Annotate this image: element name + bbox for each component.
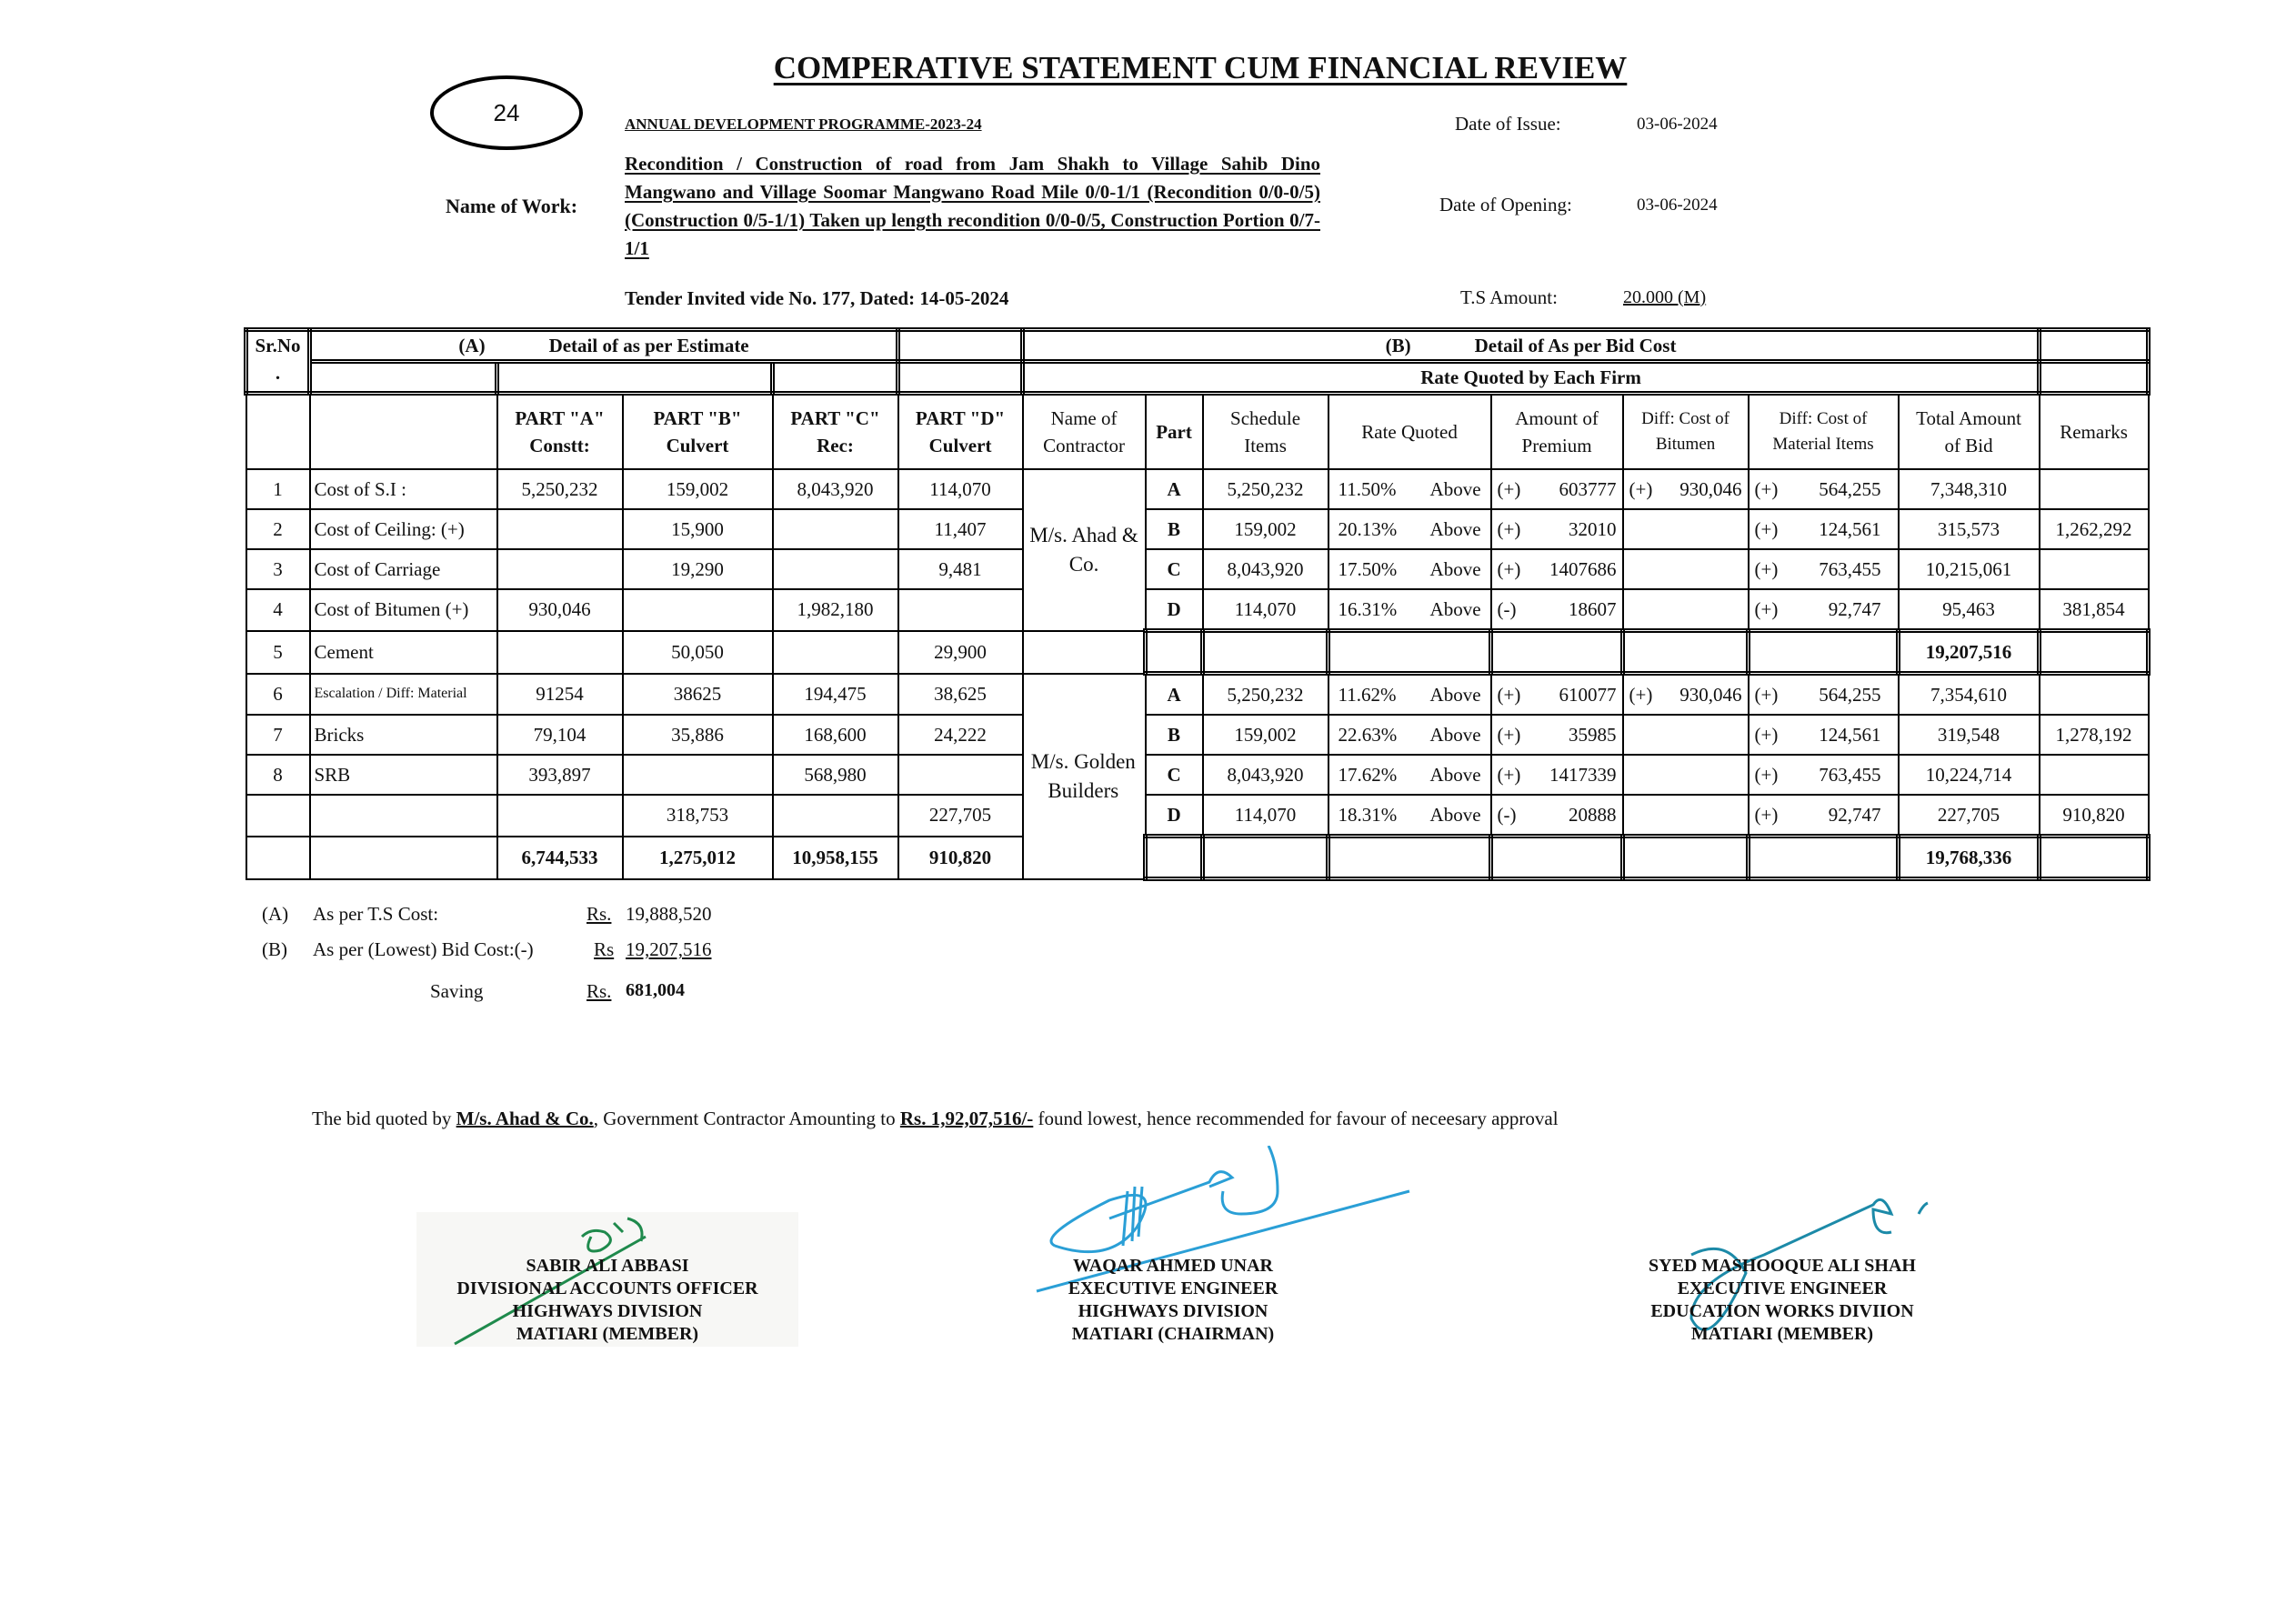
blank-cell xyxy=(2040,837,2149,879)
bid-part: B xyxy=(1146,509,1203,549)
blank-header-cell xyxy=(497,362,773,394)
part-b-value: 15,900 xyxy=(623,509,773,549)
part-a-value: 393,897 xyxy=(497,755,623,795)
part-d-value: 11,407 xyxy=(898,509,1023,549)
part-d-value: 38,625 xyxy=(898,674,1023,716)
bitumen-diff-value xyxy=(1623,589,1749,631)
programme-label: ANNUAL DEVELOPMENT PROGRAMME-2023-24 xyxy=(625,115,982,133)
item-name: SRB xyxy=(310,755,497,795)
bitumen-diff-value xyxy=(1623,755,1749,795)
summary-a-tag: (A) xyxy=(262,903,289,925)
premium-value: (+) 35985 xyxy=(1491,715,1623,755)
material-diff-value: (+) 124,561 xyxy=(1749,715,1899,755)
total-amount-value: 10,224,714 xyxy=(1899,755,2040,795)
blank-cell xyxy=(246,837,310,879)
signatory-role: MATIARI (MEMBER) xyxy=(1690,1324,1874,1344)
sr-no: 7 xyxy=(246,715,310,755)
col-part-a: PART "A" Constt: xyxy=(497,394,623,470)
blank-header-cell xyxy=(898,362,1023,394)
rate-quoted-value: 18.31% Above xyxy=(1328,795,1491,837)
part-d-value xyxy=(898,755,1023,795)
schedule-items-value: 5,250,232 xyxy=(1203,674,1328,716)
schedule-items-value: 8,043,920 xyxy=(1203,549,1328,589)
date-of-issue-value: 03-06-2024 xyxy=(1637,115,1718,134)
blank-header-cell xyxy=(2040,362,2149,394)
recommended-amount: Rs. 1,92,07,516/- xyxy=(899,1108,1034,1129)
blank-header-cell xyxy=(773,362,898,394)
bid-part: C xyxy=(1146,549,1203,589)
part-a-value: 5,250,232 xyxy=(497,469,623,509)
col-rate-quoted: Rate Quoted xyxy=(1328,394,1491,470)
blank-cell xyxy=(1203,631,1328,674)
signatory-division: HIGHWAYS DIVISION xyxy=(512,1301,703,1321)
col-diff-material: Diff: Cost of Material Items xyxy=(1749,394,1899,470)
material-diff-value: (+) 763,455 xyxy=(1749,755,1899,795)
premium-value: (-) 20888 xyxy=(1491,795,1623,837)
signatory-role: MATIARI (MEMBER) xyxy=(516,1324,699,1344)
part-d-value xyxy=(898,589,1023,631)
rate-quoted-value: 16.31% Above xyxy=(1328,589,1491,631)
bidder-grand-total: 19,768,336 xyxy=(1899,837,2040,879)
date-of-opening-value: 03-06-2024 xyxy=(1637,195,1718,215)
column-header-row xyxy=(246,394,2149,470)
saving-value: 681,004 xyxy=(626,980,685,1000)
page-number: 24 xyxy=(493,98,520,126)
summary-b-label: As per (Lowest) Bid Cost:(-) xyxy=(313,938,534,960)
blank-cell xyxy=(1749,631,1899,674)
premium-value: (+) 32010 xyxy=(1491,509,1623,549)
blank-header-cell xyxy=(246,394,310,470)
total-amount-value: 95,463 xyxy=(1899,589,2040,631)
recommended-firm: M/s. Ahad & Co. xyxy=(456,1108,594,1129)
col-total-amount: Total Amount of Bid xyxy=(1899,394,2040,470)
premium-value: (+) 603777 xyxy=(1491,469,1623,509)
header-row-subsections xyxy=(246,362,2149,394)
rate-quoted-value: 20.13% Above xyxy=(1328,509,1491,549)
part-c-value: 194,475 xyxy=(773,674,898,716)
saving-rs: Rs. xyxy=(587,980,612,1002)
signatory-division: HIGHWAYS DIVISION xyxy=(1078,1301,1268,1321)
part-b-value: 19,290 xyxy=(623,549,773,589)
rate-quoted-value: 11.62% Above xyxy=(1328,674,1491,716)
remarks-value xyxy=(2040,755,2149,795)
part-d-total: 910,820 xyxy=(898,837,1023,879)
signatory-division: EDUCATION WORKS DIVIION xyxy=(1650,1301,1914,1321)
part-a-value xyxy=(497,509,623,549)
signatory-name: SABIR ALI ABBASI xyxy=(526,1256,689,1276)
srno-header: Sr.No . xyxy=(246,330,310,394)
rate-quoted-value: 17.50% Above xyxy=(1328,549,1491,589)
document-title: COMPERATIVE STATEMENT CUM FINANCIAL REVIEW xyxy=(773,50,1628,85)
part-b-value: 318,753 xyxy=(623,795,773,837)
bitumen-diff-value: (+) 930,046 xyxy=(1623,674,1749,716)
material-diff-value: (+) 124,561 xyxy=(1749,509,1899,549)
col-part-d: PART "D" Culvert xyxy=(898,394,1023,470)
schedule-items-value: 159,002 xyxy=(1203,715,1328,755)
blank-header-cell xyxy=(2040,330,2149,362)
rate-quoted-value: 22.63% Above xyxy=(1328,715,1491,755)
summary-b-rs: Rs xyxy=(594,938,615,960)
remarks-value: 1,262,292 xyxy=(2040,509,2149,549)
material-diff-value: (+) 564,255 xyxy=(1749,674,1899,716)
remarks-value xyxy=(2040,549,2149,589)
part-b-value: 35,886 xyxy=(623,715,773,755)
blank-cell xyxy=(1491,837,1623,879)
col-schedule-items: Schedule Items xyxy=(1203,394,1328,470)
table-row xyxy=(246,631,2149,674)
col-name-of-contractor: Name of Contractor xyxy=(1023,394,1146,470)
bid-part: B xyxy=(1146,715,1203,755)
date-of-opening-label: Date of Opening: xyxy=(1439,194,1572,216)
saving-label: Saving xyxy=(430,980,484,1002)
date-of-issue-label: Date of Issue: xyxy=(1455,113,1561,135)
bid-part: D xyxy=(1146,589,1203,631)
premium-value: (+) 610077 xyxy=(1491,674,1623,716)
blank-header-cell xyxy=(310,394,497,470)
signatory-3 xyxy=(1600,1255,1964,1346)
signatory-2 xyxy=(1009,1255,1337,1346)
signatory-role: MATIARI (CHAIRMAN) xyxy=(1071,1324,1275,1344)
signatory-name: WAQAR AHMED UNAR xyxy=(1073,1256,1273,1276)
item-name: Cost of Bitumen (+) xyxy=(310,589,497,631)
part-c-value xyxy=(773,549,898,589)
part-a-value xyxy=(497,631,623,674)
blank-header-cell xyxy=(898,330,1023,362)
schedule-items-value: 114,070 xyxy=(1203,589,1328,631)
part-d-value: 29,900 xyxy=(898,631,1023,674)
signatory-designation: DIVISIONAL ACCOUNTS OFFICER xyxy=(456,1278,758,1298)
sr-no: 1 xyxy=(246,469,310,509)
total-amount-value: 7,348,310 xyxy=(1899,469,2040,509)
schedule-items-value: 8,043,920 xyxy=(1203,755,1328,795)
summary-b-tag: (B) xyxy=(262,938,287,960)
part-c-value: 8,043,920 xyxy=(773,469,898,509)
bid-part: C xyxy=(1146,755,1203,795)
col-part-c: PART "C" Rec: xyxy=(773,394,898,470)
remarks-value: 910,820 xyxy=(2040,795,2149,837)
blank-cell xyxy=(1328,631,1491,674)
part-c-total: 10,958,155 xyxy=(773,837,898,879)
blank-cell xyxy=(1146,631,1203,674)
summary-a-label: As per T.S Cost: xyxy=(313,903,439,925)
rate-quoted-header: Rate Quoted by Each Firm xyxy=(1023,362,2040,394)
blank-cell xyxy=(1203,837,1328,879)
part-b-value: 50,050 xyxy=(623,631,773,674)
part-b-value xyxy=(623,589,773,631)
total-amount-value: 319,548 xyxy=(1899,715,2040,755)
blank-cell xyxy=(1328,837,1491,879)
blank-cell xyxy=(1749,837,1899,879)
remarks-value xyxy=(2040,469,2149,509)
col-amount-of-premium: Amount of Premium xyxy=(1491,394,1623,470)
part-c-value xyxy=(773,509,898,549)
bitumen-diff-value xyxy=(1623,509,1749,549)
total-amount-value: 227,705 xyxy=(1899,795,2040,837)
sr-no: 2 xyxy=(246,509,310,549)
schedule-items-value: 5,250,232 xyxy=(1203,469,1328,509)
remarks-value xyxy=(2040,674,2149,716)
part-d-value: 24,222 xyxy=(898,715,1023,755)
blank-cell xyxy=(310,837,497,879)
part-a-total: 6,744,533 xyxy=(497,837,623,879)
table-row xyxy=(246,509,2149,549)
part-b-value: 159,002 xyxy=(623,469,773,509)
table-row xyxy=(246,549,2149,589)
table-row xyxy=(246,589,2149,631)
contractor-name: M/s. Ahad & Co. xyxy=(1023,469,1146,631)
item-name xyxy=(310,795,497,837)
comparative-table xyxy=(244,327,2151,881)
remarks-value: 381,854 xyxy=(2040,589,2149,631)
summary-a-value: 19,888,520 xyxy=(626,903,712,925)
sr-no: 8 xyxy=(246,755,310,795)
item-name: Cost of Ceiling: (+) xyxy=(310,509,497,549)
item-name: Cement xyxy=(310,631,497,674)
col-remarks: Remarks xyxy=(2040,394,2149,470)
blank-cell xyxy=(1146,837,1203,879)
item-name: Cost of Carriage xyxy=(310,549,497,589)
sr-no: 4 xyxy=(246,589,310,631)
part-b-total: 1,275,012 xyxy=(623,837,773,879)
bitumen-diff-value xyxy=(1623,715,1749,755)
col-part-b: PART "B" Culvert xyxy=(623,394,773,470)
total-amount-value: 10,215,061 xyxy=(1899,549,2040,589)
bidder-grand-total: 19,207,516 xyxy=(1899,631,2040,674)
part-c-value xyxy=(773,795,898,837)
col-diff-bitumen: Diff: Cost of Bitumen xyxy=(1623,394,1749,470)
rate-quoted-value: 11.50% Above xyxy=(1328,469,1491,509)
premium-value: (+) 1407686 xyxy=(1491,549,1623,589)
material-diff-value: (+) 92,747 xyxy=(1749,589,1899,631)
name-of-work-label: Name of Work: xyxy=(446,195,578,217)
table-row xyxy=(246,715,2149,755)
section-a-header: (A) Detail of as per Estimate xyxy=(310,330,898,362)
part-d-value: 114,070 xyxy=(898,469,1023,509)
part-a-value xyxy=(497,795,623,837)
signatory-1 xyxy=(416,1255,798,1346)
part-c-value: 168,600 xyxy=(773,715,898,755)
part-a-value xyxy=(497,549,623,589)
contractor-name: M/s. Golden Builders xyxy=(1023,674,1146,879)
signatory-designation: EXECUTIVE ENGINEER xyxy=(1068,1278,1278,1298)
part-b-value xyxy=(623,755,773,795)
summary-b-value: 19,207,516 xyxy=(626,938,712,960)
part-d-value: 227,705 xyxy=(898,795,1023,837)
blank-header-cell xyxy=(310,362,497,394)
part-c-value xyxy=(773,631,898,674)
signatory-name: SYED MASHOOQUE ALI SHAH xyxy=(1649,1256,1916,1276)
blank-cell xyxy=(1491,631,1623,674)
ts-amount-value: 20.000 (M) xyxy=(1623,287,1707,307)
bid-part: A xyxy=(1146,674,1203,716)
bitumen-diff-value xyxy=(1623,795,1749,837)
blank-cell xyxy=(1623,631,1749,674)
item-name: Escalation / Diff: Material xyxy=(310,674,497,716)
sr-no: 5 xyxy=(246,631,310,674)
table-row xyxy=(246,469,2149,509)
item-name: Cost of S.I : xyxy=(310,469,497,509)
blank-cell xyxy=(1023,631,1146,674)
premium-value: (-) 18607 xyxy=(1491,589,1623,631)
summary-a-rs: Rs. xyxy=(587,903,612,925)
schedule-items-value: 114,070 xyxy=(1203,795,1328,837)
bid-part: D xyxy=(1146,795,1203,837)
sr-no xyxy=(246,795,310,837)
table-row xyxy=(246,674,2149,716)
part-c-value: 568,980 xyxy=(773,755,898,795)
page-number-badge xyxy=(430,75,583,150)
section-b-header: (B) Detail of As per Bid Cost xyxy=(1023,330,2040,362)
part-d-value: 9,481 xyxy=(898,549,1023,589)
bitumen-diff-value: (+) 930,046 xyxy=(1623,469,1749,509)
premium-value: (+) 1417339 xyxy=(1491,755,1623,795)
material-diff-value: (+) 564,255 xyxy=(1749,469,1899,509)
rate-quoted-value: 17.62% Above xyxy=(1328,755,1491,795)
part-a-value: 930,046 xyxy=(497,589,623,631)
remarks-value: 1,278,192 xyxy=(2040,715,2149,755)
sr-no: 6 xyxy=(246,674,310,716)
table-row xyxy=(246,795,2149,837)
col-part: Part xyxy=(1146,394,1203,470)
total-amount-value: 7,354,610 xyxy=(1899,674,2040,716)
recommendation-text: The bid quoted by M/s. Ahad & Co., Government Contractor Amounting to Rs. 1,92,07,516/- found lowest, hence recommended for favour of neceesary approval xyxy=(312,1108,1559,1129)
material-diff-value: (+) 92,747 xyxy=(1749,795,1899,837)
ts-amount-label: T.S Amount: xyxy=(1460,286,1558,308)
totals-row xyxy=(246,837,2149,879)
part-b-value: 38625 xyxy=(623,674,773,716)
signatory-designation: EXECUTIVE ENGINEER xyxy=(1677,1278,1888,1298)
material-diff-value: (+) 763,455 xyxy=(1749,549,1899,589)
schedule-items-value: 159,002 xyxy=(1203,509,1328,549)
tender-reference: Tender Invited vide No. 177, Dated: 14-05-2024 xyxy=(625,287,1009,309)
sr-no: 3 xyxy=(246,549,310,589)
bitumen-diff-value xyxy=(1623,549,1749,589)
blank-cell xyxy=(1623,837,1749,879)
blank-cell xyxy=(2040,631,2149,674)
name-of-work-text: Recondition / Construction of road from Jam Shakh to Village Sahib Dino Mangwano and Village Soomar Mangwano Road Mile 0/0-1/1 (Recondition 0/0-0/5) (Construction 0/5-1/1) Taken up length recondition 0/0-0/5, Construction Portion 0/7-1/1 xyxy=(625,153,1320,259)
item-name: Bricks xyxy=(310,715,497,755)
total-amount-value: 315,573 xyxy=(1899,509,2040,549)
part-a-value: 79,104 xyxy=(497,715,623,755)
part-c-value: 1,982,180 xyxy=(773,589,898,631)
bid-part: A xyxy=(1146,469,1203,509)
table-row xyxy=(246,755,2149,795)
part-a-value: 91254 xyxy=(497,674,623,716)
header-row-sections xyxy=(246,330,2149,362)
